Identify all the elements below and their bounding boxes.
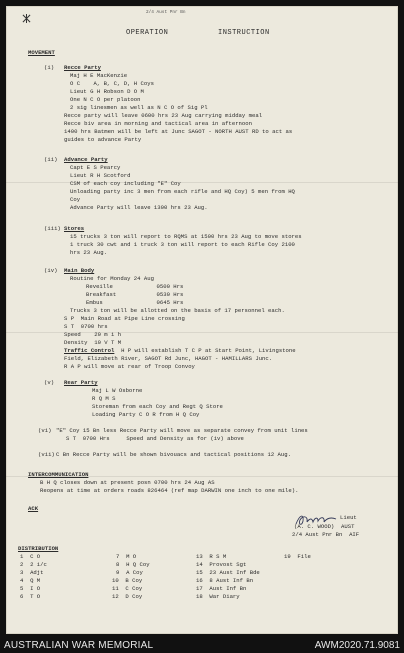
signatory-unit: 2/4 Aust Pnr Bn AIF [292, 531, 360, 538]
recce-party-title: Recce Party [64, 64, 101, 71]
traffic-control-text: H P will establish T C P at Start Point, Livingstone [114, 347, 296, 354]
section-number: (iii) [44, 225, 61, 232]
section-number: (ii) [44, 156, 58, 163]
distribution-entry: 17 Aust Inf Bn [196, 585, 247, 592]
main-line: S P Main Road at Pipe Line crossing [64, 315, 185, 322]
signatory-name: (A. C. WOOD) AUST [294, 523, 355, 530]
rear-line: Storeman from each Coy and Regt Q Store [92, 403, 223, 410]
vi-line: S T 0700 Hrs Speed and Density as for (iv) above [66, 435, 244, 442]
distribution-heading: DISTRIBUTION [18, 545, 59, 552]
document-page [6, 6, 398, 634]
rear-line: Maj L W Osborne [92, 387, 143, 394]
title-instruction: INSTRUCTION [218, 29, 270, 37]
distribution-entry: 2 2 i/c [20, 561, 47, 568]
section-number: (vii) [38, 451, 55, 458]
recce-line: Maj H E MacKenzie [70, 72, 128, 79]
distribution-entry: 15 23 Aust Inf Bde [196, 569, 260, 576]
recce-line: Recce biv area in morning and tactical area in afternoon [64, 120, 252, 127]
distribution-entry: 5 I O [20, 585, 41, 592]
distribution-entry: 4 Q M [20, 577, 41, 584]
main-line: Reveille 0500 Hrs [86, 283, 184, 290]
recce-line: Lieut G H Robson D O M [70, 88, 144, 95]
advance-line: Lieut R H Scotford [70, 172, 131, 179]
stores-line: hrs 23 Aug. [70, 249, 107, 256]
recce-line: One N C O per platoon [70, 96, 141, 103]
distribution-entry: 3 Adjt [20, 569, 44, 576]
advance-line: Coy [70, 196, 81, 203]
recce-line: 2 sig linesmen as well as N C O of Sig Pl [70, 104, 208, 111]
main-line: Density 10 V T M [64, 339, 122, 346]
stores-line: 15 trucks 3 ton will report to RQMS at 1500 hrs 23 Aug to move stores [70, 233, 302, 240]
section-number: (vi) [38, 427, 52, 434]
section-number: (i) [44, 64, 55, 71]
intercomm-line: Reopens at time at orders roads 826464 (ref map DARWIN one inch to one mile). [40, 487, 299, 494]
main-line: Embus 0645 Hrs [86, 299, 184, 306]
distribution-entry: 12 D Coy [112, 593, 143, 600]
main-line: S T 0700 hrs [64, 323, 108, 330]
distribution-entry: 6 T O [20, 593, 41, 600]
recce-line: 1400 hrs Batmen will be left at Junc SAGOT - NORTH AUST RD to act as [64, 128, 293, 135]
recce-line: O C A, B, C, D, H Coys [70, 80, 154, 87]
stores-title: Stores [64, 225, 85, 232]
stores-line: 1 truck 30 cwt and 1 truck 3 ton will report to each Rifle Coy 2100 [70, 241, 295, 248]
distribution-entry: 8 H Q Coy [116, 561, 150, 568]
vii-line: C Bn Recce Party will be shown bivouacs and tactical positions 12 Aug. [56, 451, 291, 458]
recce-line: guides to advance Party [64, 136, 142, 143]
signatory-rank: Lieut [340, 514, 357, 521]
distribution-entry: 19 File [284, 553, 311, 560]
rear-line: R Q M S [92, 395, 116, 402]
movement-heading: MOVEMENT [28, 49, 55, 56]
advance-line: CSM of each coy including "E" Coy [70, 180, 181, 187]
section-number: (v) [44, 379, 55, 386]
recce-line: Recce party will leave 0600 hrs 23 Aug carrying midday meal [64, 112, 263, 119]
distribution-entry: 7 M O [116, 553, 137, 560]
advance-line: Advance Party will leave 1300 hrs 23 Aug. [70, 204, 208, 211]
intercomm-line: B H Q closes down at present posn 0700 hrs 24 Aug AS [40, 479, 215, 486]
pin-mark-icon [22, 14, 31, 23]
distribution-entry: 13 R S M [196, 553, 227, 560]
distribution-entry: 11 C Coy [112, 585, 143, 592]
distribution-entry: 14 Provost Sgt [196, 561, 247, 568]
paper-fold [6, 182, 398, 183]
footer-accession-number: AWM2020.71.9081 [314, 640, 400, 651]
traffic-line: R A P will move at rear of Troop Convoy [64, 363, 195, 370]
title-operation: OPERATION [126, 29, 169, 37]
advance-party-title: Advance Party [64, 156, 108, 163]
advance-line: Capt E S Pearcy [70, 164, 121, 171]
advance-line: Unloading party inc 3 men from each rifle and HQ Coy) 5 men from HQ [70, 188, 295, 195]
ack-heading: ACK [28, 505, 39, 512]
traffic-control-title: Traffic Control [64, 347, 115, 354]
distribution-entry: 18 War Diary [196, 593, 240, 600]
main-line: Breakfast 0530 Hrs [86, 291, 184, 298]
distribution-entry: 10 B Coy [112, 577, 143, 584]
traffic-control-line [64, 348, 296, 354]
rear-line: Loading Party C O R from H Q Coy [92, 411, 200, 418]
rear-party-title: Rear Party [64, 379, 98, 386]
section-number: (iv) [44, 267, 58, 274]
main-body-title: Main Body [64, 267, 95, 274]
top-note: 2/4 Aust Pnr Bn [146, 10, 186, 15]
traffic-line: Field, Elizabeth River, SAGOT Rd Junc, HAGOT - HAMILLARS Junc. [64, 355, 273, 362]
footer-source: AUSTRALIAN WAR MEMORIAL [4, 640, 154, 651]
distribution-entry: 1 C O [20, 553, 41, 560]
distribution-entry: 9 A Coy [116, 569, 143, 576]
main-line: Speed 20 m i h [64, 331, 122, 338]
vi-line: "E" Coy 15 Bn less Recce Party will move as separate convey from unit lines [56, 427, 308, 434]
distribution-entry: 16 8 Aust Inf Bn [196, 577, 254, 584]
main-line: Routine for Monday 24 Aug [70, 275, 154, 282]
main-line: Trucks 3 ton will be allotted on the basis of 17 personnel each. [70, 307, 285, 314]
intercommunication-heading: INTERCOMMUNICATION [28, 471, 89, 478]
